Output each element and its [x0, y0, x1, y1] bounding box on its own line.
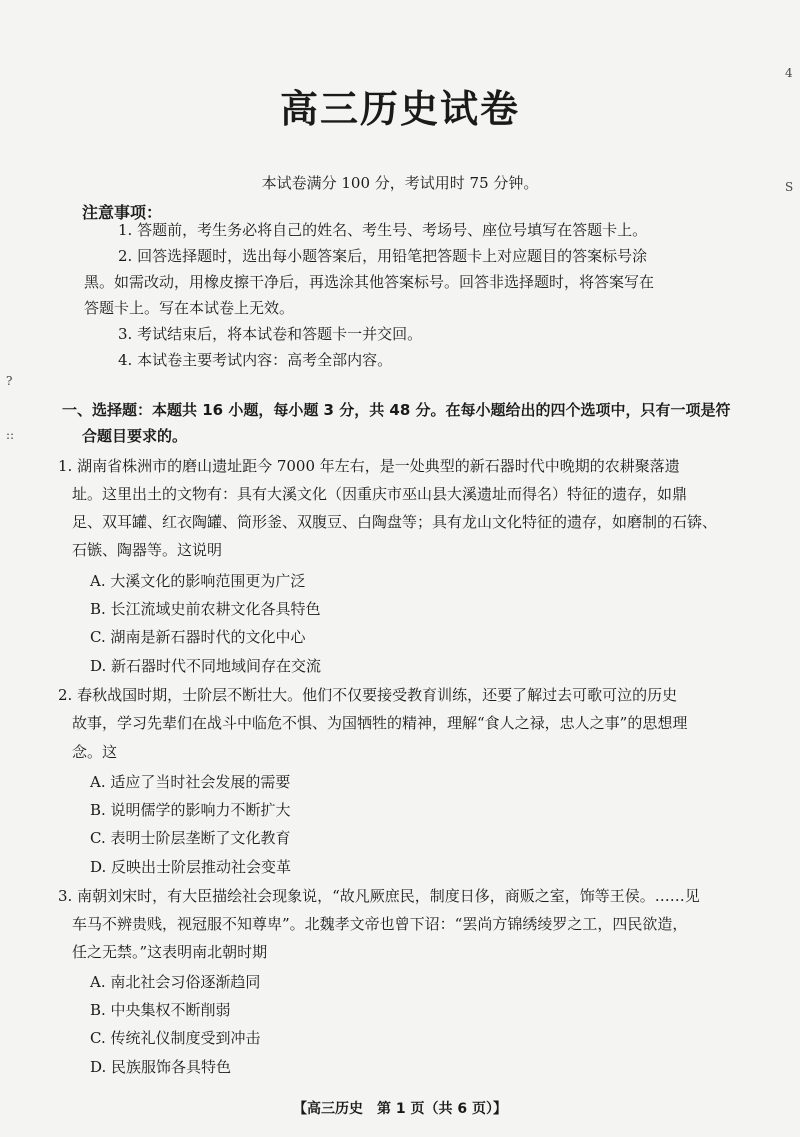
question-2-option-b: B. 说明儒学的影响力不断扩大	[90, 801, 291, 819]
notice-line: 2. 回答选择题时，选出每小题答案后，用铅笔把答题卡上对应题目的答案标号涂	[118, 247, 648, 265]
question-1-option-b: B. 长江流域史前农耕文化各具特色	[90, 600, 321, 618]
question-1-text: 足、双耳罐、红衣陶罐、筒形釜、双腹豆、白陶盘等；具有龙山文化特征的遗存，如磨制的石锛、	[72, 513, 718, 531]
margin-mark: ::	[6, 428, 15, 442]
notice-line: 3. 考试结束后，将本试卷和答题卡一并交回。	[118, 325, 423, 343]
notice-line: 答题卡上。写在本试卷上无效。	[84, 299, 295, 317]
question-2-option-d: D. 反映出士阶层推动社会变革	[90, 858, 292, 876]
question-3-text: 车马不辨贵贱，视冠服不知尊卑”。北魏孝文帝也曾下诏：“罢尚方锦绣绫罗之工，四民欲造，	[72, 915, 688, 933]
margin-mark: S	[785, 180, 794, 194]
margin-mark: ?	[6, 374, 13, 388]
notice-heading: 注意事项：	[82, 203, 163, 222]
question-2-option-c: C. 表明士阶层垄断了文化教育	[90, 829, 291, 847]
question-3-option-d: D. 民族服饰各具特色	[90, 1058, 232, 1076]
question-3-option-a: A. 南北社会习俗逐渐趋同	[90, 973, 261, 991]
question-3-option-c: C. 传统礼仪制度受到冲击	[90, 1029, 261, 1047]
page-title: 高三历史试卷	[279, 87, 520, 131]
section-heading-cont: 合题目要求的。	[82, 427, 188, 445]
page-footer: 【高三历史 第 1 页（共 6 页）】	[293, 1101, 507, 1117]
question-3-text: 任之无禁。”这表明南北朝时期	[72, 943, 268, 961]
notice-line: 4. 本试卷主要考试内容：高考全部内容。	[118, 351, 393, 369]
question-3-text: 3. 南朝刘宋时，有大臣描绘社会现象说，“故凡厥庶民，制度日侈，商贩之室，饰等王侯。……见	[58, 887, 700, 905]
question-1-option-c: C. 湖南是新石器时代的文化中心	[90, 628, 306, 646]
notice-line: 黑。如需改动，用橡皮擦干净后，再选涂其他答案标号。回答非选择题时，将答案写在	[84, 273, 655, 291]
exam-subtitle: 本试卷满分 100 分，考试用时 75 分钟。	[261, 174, 539, 192]
section-heading: 一、选择题：本题共 16 小题，每小题 3 分，共 48 分。在每小题给出的四个选项中，只有一项是符	[62, 401, 731, 419]
notice-line: 1. 答题前，考生务必将自己的姓名、考生号、考场号、座位号填写在答题卡上。	[118, 221, 648, 239]
question-2-option-a: A. 适应了当时社会发展的需要	[90, 773, 291, 791]
question-2-text: 2. 春秋战国时期，士阶层不断壮大。他们不仅要接受教育训练，还要了解过去可歌可泣的历史	[58, 686, 678, 704]
question-1-text: 址。这里出土的文物有：具有大溪文化（因重庆市巫山县大溪遗址而得名）特征的遗存，如鼎	[72, 485, 688, 503]
question-2-text: 念。这	[72, 743, 118, 761]
question-2-text: 故事，学习先辈们在战斗中临危不惧、为国牺牲的精神，理解“食人之禄，忠人之事”的思想理	[72, 714, 688, 732]
margin-mark: 4	[785, 66, 793, 80]
question-3-option-b: B. 中央集权不断削弱	[90, 1001, 231, 1019]
question-1-option-a: A. 大溪文化的影响范围更为广泛	[90, 572, 306, 590]
question-1-text: 1. 湖南省株洲市的磨山遗址距今 7000 年左右，是一处典型的新石器时代中晚期的农耕聚落遗	[58, 457, 680, 475]
question-1-text: 石镞、陶器等。这说明	[72, 541, 223, 559]
question-1-option-d: D. 新石器时代不同地域间存在交流	[90, 657, 322, 675]
